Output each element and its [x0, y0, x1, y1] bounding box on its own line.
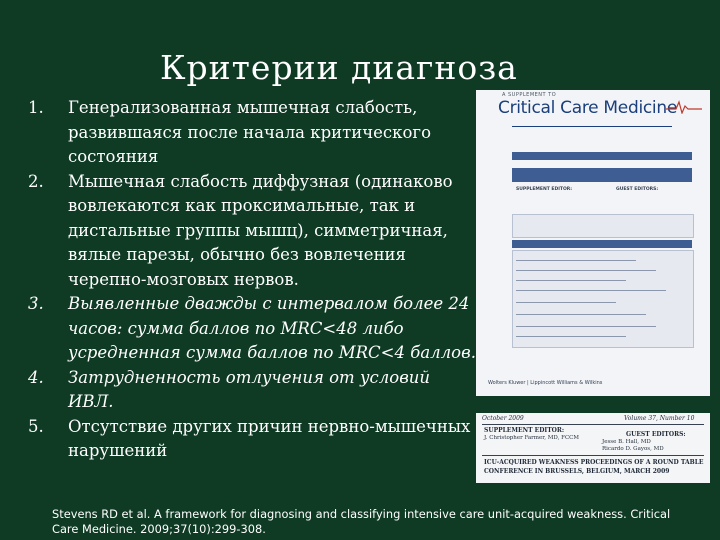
cover-text-line	[516, 326, 656, 327]
criterion-item-4	[28, 366, 478, 415]
criterion-text: Генерализованная мышечная слабость, развившаяся после начала критического состояния	[68, 98, 431, 166]
pulse-line-icon	[666, 100, 702, 114]
cover-text-line	[516, 302, 616, 303]
cover-text-line	[516, 336, 626, 337]
cover-supplement-label: A SUPPLEMENT TO	[502, 92, 557, 98]
snippet-guest-2: Ricardo D. Gayos, MD	[602, 446, 664, 452]
criterion-text: Затрудненность отлучения от условий ИВЛ.	[68, 367, 431, 411]
cover-guest-editors: GUEST EDITORS:	[616, 187, 659, 192]
cover-journal-name: Critical Care Medicine	[498, 98, 677, 118]
cover-supplement-editor: SUPPLEMENT EDITOR:	[516, 187, 573, 192]
snippet-volume: Volume 37, Number 10	[624, 415, 695, 422]
criterion-item-5	[28, 415, 478, 464]
snippet-editor-name: J. Christopher Farmer, MD, FCCM	[484, 435, 580, 441]
cover-band	[512, 168, 692, 182]
criterion-item-1	[28, 96, 478, 170]
cover-band	[512, 240, 692, 248]
cover-publisher: Wolters Kluwer | Lippincott Williams & Wilkins	[488, 380, 603, 386]
cover-text-line	[516, 280, 626, 281]
cover-box	[512, 214, 694, 238]
snippet-rule	[482, 424, 704, 425]
criterion-text: Отсутствие других причин нервно-мышечных нарушений	[68, 416, 471, 460]
slide-title: Критерии диагноза	[160, 48, 518, 87]
cover-text-line	[516, 260, 636, 261]
criterion-number: 2.	[28, 171, 44, 191]
snippet-guest-editors: GUEST EDITORS:	[626, 431, 686, 438]
snippet-supplement-editor: SUPPLEMENT EDITOR:	[484, 427, 565, 434]
cover-box	[512, 250, 694, 348]
criterion-text: Выявленные дважды с интервалом более 24 часов: сумма баллов по MRC<48 либо усредненная сумма баллов по MRC<4 баллов.	[68, 294, 476, 362]
cover-rule	[512, 126, 672, 127]
criterion-number: 4.	[28, 367, 44, 387]
criteria-list	[28, 96, 478, 464]
cover-band	[512, 152, 692, 160]
journal-cover-image	[476, 90, 710, 396]
snippet-heading-1: ICU-ACQUIRED WEAKNESS PROCEEDINGS OF A ROUND TABLE	[484, 459, 704, 466]
criterion-number: 3.	[28, 294, 44, 313]
criterion-number: 1.	[28, 98, 44, 117]
criterion-item-2	[28, 170, 478, 293]
snippet-rule	[482, 455, 704, 456]
supplement-editors-image	[476, 413, 710, 483]
criterion-text: Мышечная слабость диффузная (одинаково вовлекаются как проксимальные, так и дистальные группы мышц), симметричная, вялые парезы, обычно без вовлечения черепно-мозговых нервов.	[68, 171, 453, 289]
snippet-heading-2: CONFERENCE IN BRUSSELS, BELGIUM, MARCH 2009	[484, 468, 670, 475]
cover-text-line	[516, 314, 646, 315]
criterion-number: 5.	[28, 416, 44, 436]
cover-text-line	[516, 270, 656, 271]
reference-citation: Stevens RD et al. A framework for diagnosing and classifying intensive care unit-acquired weakness. Critical Care Medicine. 2009;37(10):299-308.	[52, 507, 671, 536]
cover-text-line	[516, 290, 666, 291]
criterion-item-3	[28, 292, 478, 366]
snippet-date: October 2009	[482, 415, 524, 422]
snippet-guest-1: Jesse B. Hall, MD	[602, 439, 651, 445]
